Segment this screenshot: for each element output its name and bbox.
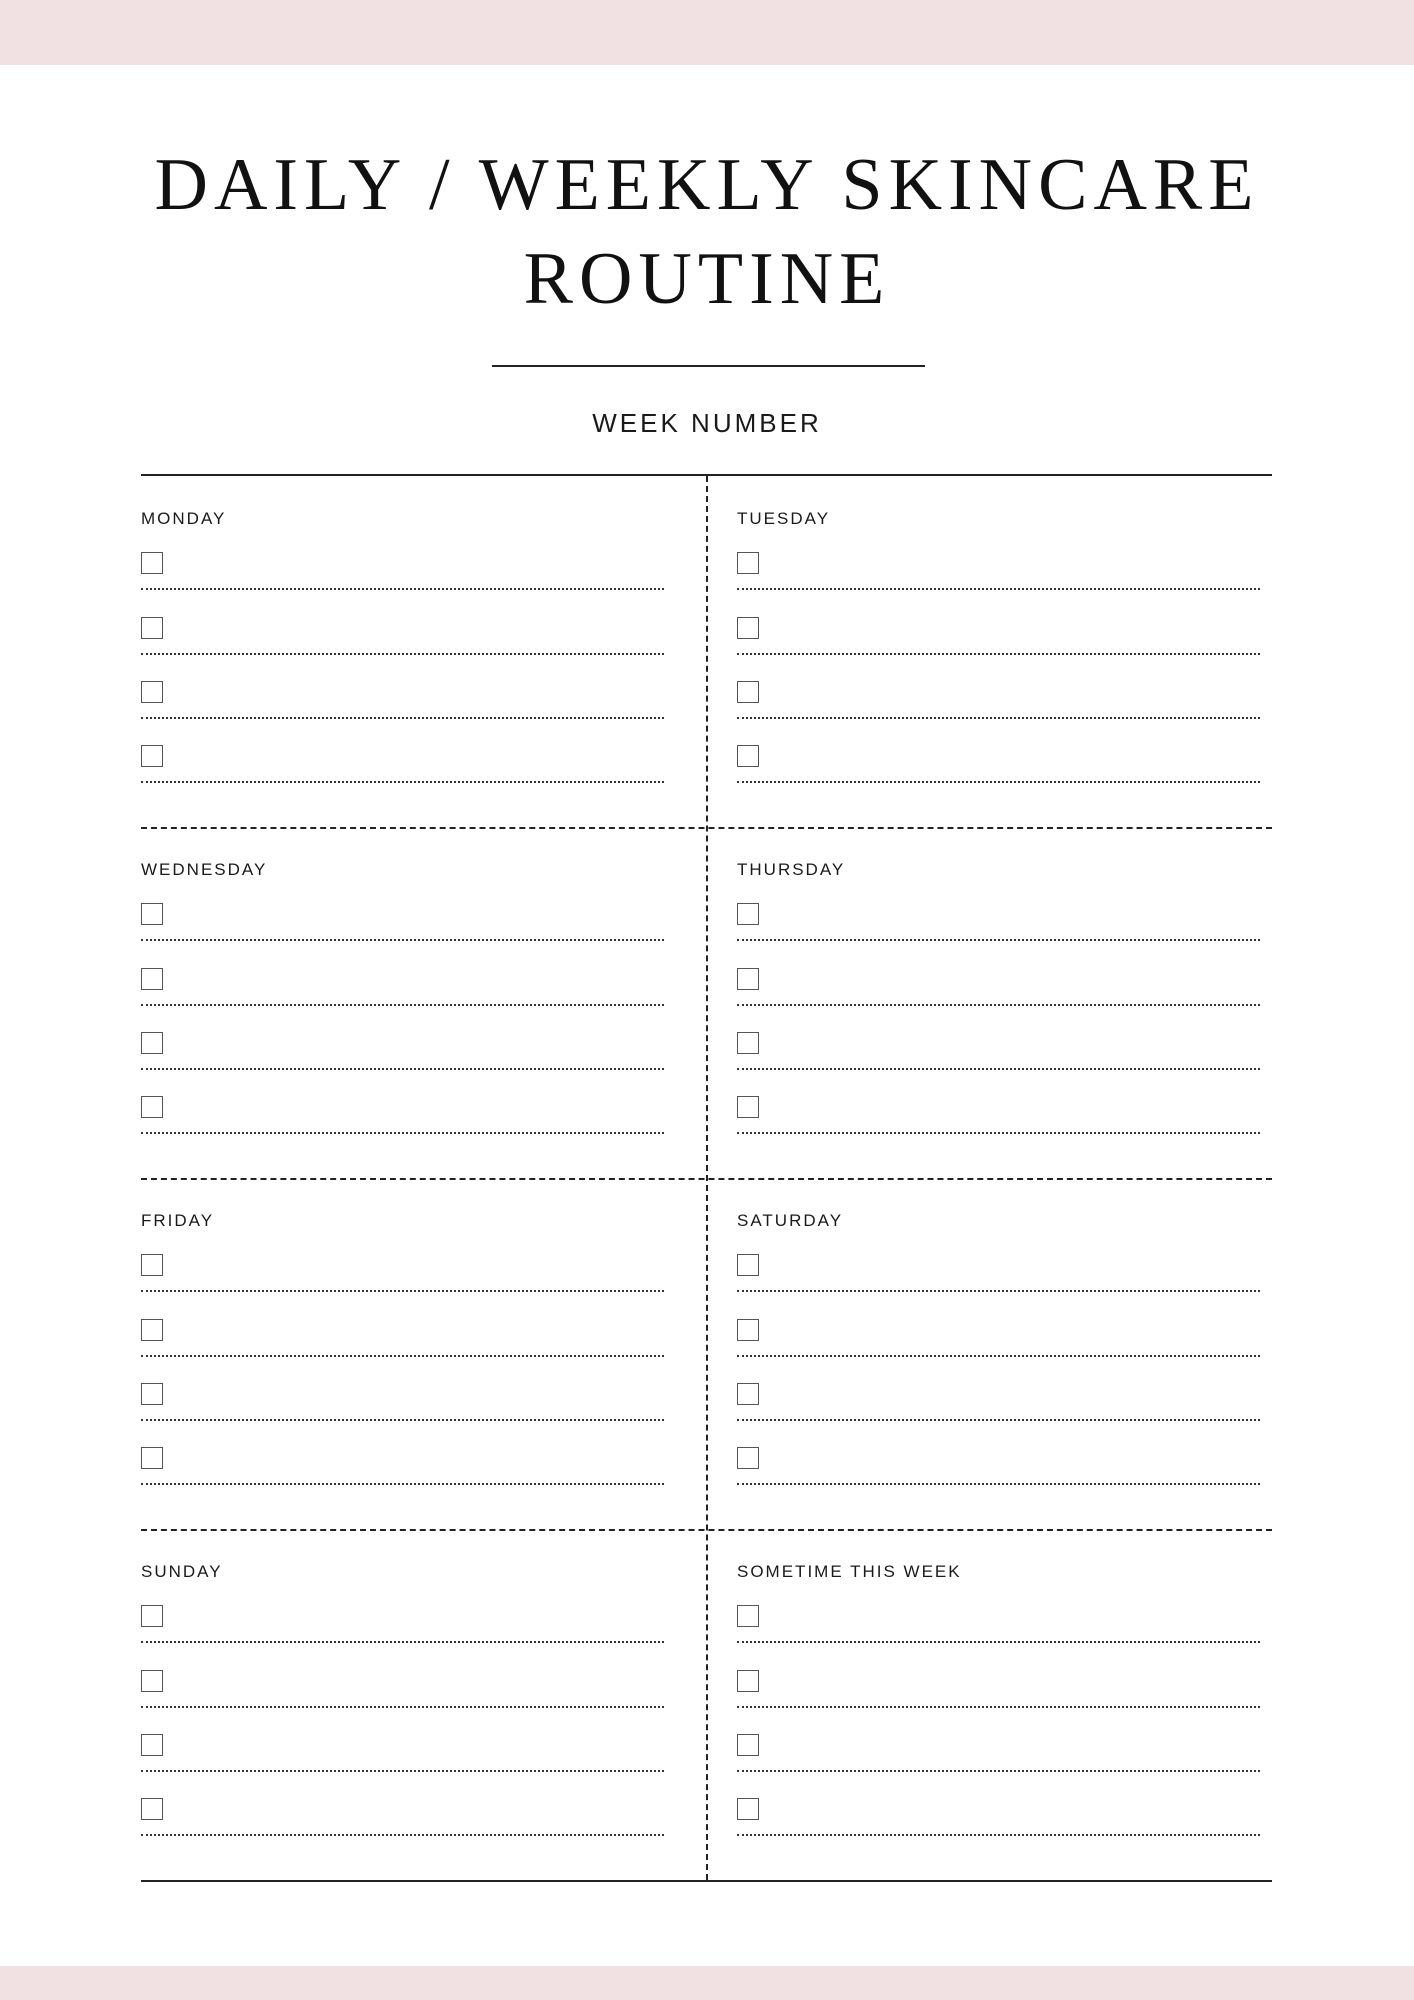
- checklist-item: [737, 1032, 1260, 1072]
- dotted-write-line[interactable]: [141, 653, 664, 655]
- title-underline: [492, 365, 925, 367]
- page-title-line-1: DAILY / WEEKLY SKINCARE: [154, 144, 1260, 226]
- section-label-sunday: SUNDAY: [141, 1562, 223, 1581]
- dotted-write-line[interactable]: [141, 1419, 664, 1421]
- top-color-band: [0, 0, 1414, 65]
- dotted-write-line[interactable]: [141, 1641, 664, 1643]
- checkbox[interactable]: [141, 1383, 163, 1405]
- checkbox[interactable]: [737, 681, 759, 703]
- checkbox[interactable]: [737, 1447, 759, 1469]
- dotted-write-line[interactable]: [737, 939, 1260, 941]
- dotted-write-line[interactable]: [737, 1132, 1260, 1134]
- checklist-item: [737, 617, 1260, 657]
- checkbox[interactable]: [141, 681, 163, 703]
- checklist-item: [737, 1605, 1260, 1645]
- section-monday: [141, 476, 664, 827]
- checklist-item: [141, 1254, 664, 1294]
- checklist-item: [737, 1447, 1260, 1487]
- checklist-item: [141, 617, 664, 657]
- checklist-item: [737, 1798, 1260, 1838]
- section-friday: [141, 1178, 664, 1529]
- routine-grid: [141, 474, 1272, 1882]
- checkbox[interactable]: [737, 617, 759, 639]
- checklist-item: [737, 1096, 1260, 1136]
- checkbox[interactable]: [141, 1254, 163, 1276]
- dotted-write-line[interactable]: [141, 588, 664, 590]
- checkbox[interactable]: [737, 1798, 759, 1820]
- section-tuesday: [737, 476, 1260, 827]
- dotted-write-line[interactable]: [737, 1641, 1260, 1643]
- dotted-write-line[interactable]: [141, 1355, 664, 1357]
- checkbox[interactable]: [737, 1096, 759, 1118]
- section-saturday: [737, 1178, 1260, 1529]
- checklist-item: [141, 968, 664, 1008]
- week-number-label: WEEK NUMBER: [592, 408, 822, 438]
- section-label-saturday: SATURDAY: [737, 1211, 844, 1230]
- section-wednesday: [141, 827, 664, 1178]
- dotted-write-line[interactable]: [141, 1706, 664, 1708]
- dotted-write-line[interactable]: [141, 1770, 664, 1772]
- dotted-write-line[interactable]: [141, 1132, 664, 1134]
- checklist-item: [141, 552, 664, 592]
- dotted-write-line[interactable]: [737, 1419, 1260, 1421]
- checklist-item: [737, 1319, 1260, 1359]
- checkbox[interactable]: [141, 1319, 163, 1341]
- page-title: [0, 138, 1414, 326]
- checkbox[interactable]: [737, 552, 759, 574]
- checklist-item: [141, 1798, 664, 1838]
- checklist-item: [141, 1734, 664, 1774]
- checkbox[interactable]: [141, 1096, 163, 1118]
- checkbox[interactable]: [737, 903, 759, 925]
- dotted-write-line[interactable]: [141, 781, 664, 783]
- section-sunday: [141, 1529, 664, 1880]
- dotted-write-line[interactable]: [737, 1834, 1260, 1836]
- section-thursday: [737, 827, 1260, 1178]
- checkbox[interactable]: [737, 1670, 759, 1692]
- dotted-write-line[interactable]: [737, 1355, 1260, 1357]
- section-label-monday: MONDAY: [141, 509, 227, 528]
- checkbox[interactable]: [141, 968, 163, 990]
- checklist-item: [141, 1319, 664, 1359]
- dotted-write-line[interactable]: [141, 1834, 664, 1836]
- section-label-wednesday: WEDNESDAY: [141, 860, 268, 879]
- checklist-item: [737, 1670, 1260, 1710]
- dotted-write-line[interactable]: [737, 1290, 1260, 1292]
- page-title-line-2: ROUTINE: [523, 238, 891, 320]
- checkbox[interactable]: [737, 1734, 759, 1756]
- dotted-write-line[interactable]: [141, 1483, 664, 1485]
- checklist-item: [737, 1254, 1260, 1294]
- checkbox[interactable]: [141, 1447, 163, 1469]
- checklist-item: [141, 1096, 664, 1136]
- checkbox[interactable]: [141, 617, 163, 639]
- dotted-write-line[interactable]: [737, 1068, 1260, 1070]
- checklist-item: [141, 1447, 664, 1487]
- checklist-item: [141, 681, 664, 721]
- dotted-write-line[interactable]: [737, 1706, 1260, 1708]
- dotted-write-line[interactable]: [737, 717, 1260, 719]
- checkbox[interactable]: [737, 1032, 759, 1054]
- checkbox[interactable]: [141, 1032, 163, 1054]
- checklist-item: [141, 1605, 664, 1645]
- checklist-item: [141, 1670, 664, 1710]
- dotted-write-line[interactable]: [737, 588, 1260, 590]
- checkbox[interactable]: [737, 1254, 759, 1276]
- section-label-sometime-this-week: SOMETIME THIS WEEK: [737, 1562, 962, 1581]
- dotted-write-line[interactable]: [141, 1004, 664, 1006]
- checkbox[interactable]: [737, 1319, 759, 1341]
- checklist-item: [737, 552, 1260, 592]
- dotted-write-line[interactable]: [141, 1068, 664, 1070]
- checkbox[interactable]: [141, 1734, 163, 1756]
- checklist-item: [737, 968, 1260, 1008]
- section-label-tuesday: TUESDAY: [737, 509, 831, 528]
- checklist-item: [737, 903, 1260, 943]
- dotted-write-line[interactable]: [141, 1290, 664, 1292]
- checkbox[interactable]: [737, 1605, 759, 1627]
- checklist-item: [141, 745, 664, 785]
- dotted-write-line[interactable]: [737, 1770, 1260, 1772]
- checkbox[interactable]: [141, 1670, 163, 1692]
- section-label-friday: FRIDAY: [141, 1211, 215, 1230]
- checklist-item: [737, 745, 1260, 785]
- checkbox[interactable]: [737, 1383, 759, 1405]
- checkbox[interactable]: [737, 745, 759, 767]
- checkbox[interactable]: [141, 552, 163, 574]
- checkbox[interactable]: [141, 1605, 163, 1627]
- dotted-write-line[interactable]: [737, 781, 1260, 783]
- checklist-item: [737, 1734, 1260, 1774]
- section-label-thursday: THURSDAY: [737, 860, 846, 879]
- checklist-item: [737, 1383, 1260, 1423]
- checklist-item: [141, 903, 664, 943]
- bottom-color-band: [0, 1966, 1414, 2000]
- checkbox[interactable]: [141, 1798, 163, 1820]
- checkbox[interactable]: [141, 745, 163, 767]
- dotted-write-line[interactable]: [737, 653, 1260, 655]
- checklist-item: [141, 1032, 664, 1072]
- checklist-item: [737, 681, 1260, 721]
- checklist-item: [141, 1383, 664, 1423]
- checkbox[interactable]: [737, 968, 759, 990]
- checkbox[interactable]: [141, 903, 163, 925]
- dotted-write-line[interactable]: [141, 939, 664, 941]
- section-sometime-this-week: [737, 1529, 1260, 1880]
- dotted-write-line[interactable]: [737, 1483, 1260, 1485]
- dotted-write-line[interactable]: [141, 717, 664, 719]
- dotted-write-line[interactable]: [737, 1004, 1260, 1006]
